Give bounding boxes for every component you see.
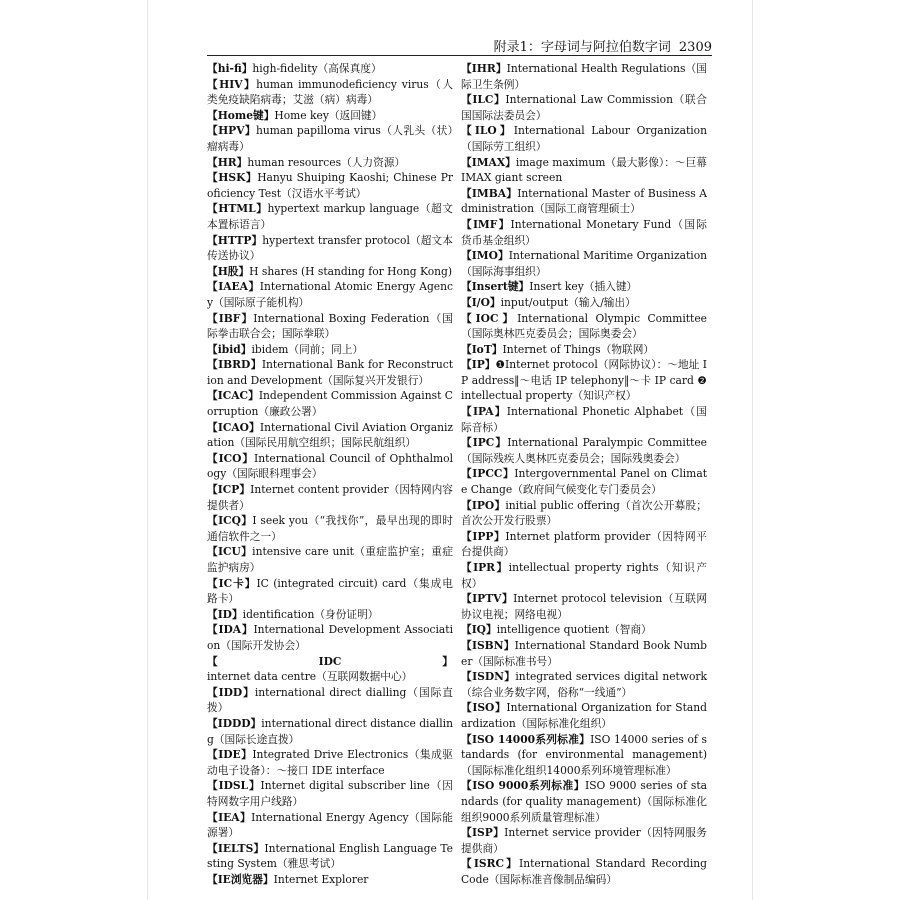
dictionary-entry [461, 92, 707, 123]
entry-headword: 【ISBN】 [461, 638, 515, 652]
entry-definition: ISO 14000 series of standards (for environmental management)（国际标准化组织14000系列环境管理标准） [461, 732, 707, 777]
entry-definition: International English Language Testing System（雅思考试） [207, 841, 453, 871]
dictionary-entry [207, 108, 453, 124]
entry-definition: input/output（输入/输出） [500, 295, 636, 309]
entry-definition: intensive care unit（重症监护室；重症监护病房） [207, 545, 454, 574]
entry-definition: International Civil Aviation Organization（国际民用航空组织；国际民航组织） [207, 420, 453, 450]
entry-definition: International Organization for Standardization（国际标准化组织） [461, 701, 708, 730]
entry-definition: International Monetary Fund（国际货币基金组织） [461, 217, 707, 247]
entry-definition: Integrated Drive Electronics（集成驱动电子设备）：～接口 IDE interface [207, 748, 453, 777]
entry-definition: International Health Regulations（国际卫生条例） [461, 62, 707, 91]
dictionary-entry [207, 123, 453, 154]
entry-definition: International Law Commission（联合国国际法委员会） [461, 93, 707, 122]
dictionary-entry [207, 872, 453, 888]
dictionary-entry [207, 622, 453, 653]
running-header [207, 36, 712, 56]
entry-headword: 【IP】 [461, 358, 496, 372]
entry-headword: 【IPR】 [461, 561, 509, 574]
entry-definition: internet data centre（互联网数据中心） [207, 670, 413, 684]
dictionary-entry [207, 747, 453, 778]
dictionary-entry [461, 466, 707, 497]
entry-headword: 【IDDD】 [207, 716, 262, 730]
entry-headword: 【IPCC】 [461, 467, 515, 481]
dictionary-entry [207, 61, 453, 77]
dictionary-entry [207, 279, 453, 310]
entry-headword: 【ICU】 [207, 545, 253, 559]
entry-definition: Internet service provider（因特网服务提供商） [461, 826, 707, 855]
entry-headword: 【ISO 14000系列标准】 [461, 732, 591, 746]
dictionary-entry [207, 77, 453, 108]
right-column [461, 61, 707, 887]
entry-headword: 【IPC】 [461, 436, 508, 450]
entry-headword: 【IAEA】 [207, 280, 260, 294]
dictionary-entry [461, 123, 707, 154]
dictionary-entry [207, 716, 453, 747]
entry-headword: 【ISO 9000系列标准】 [461, 779, 586, 793]
entry-headword: 【Home键】 [207, 108, 275, 122]
entry-definition: human resources（人力资源） [247, 155, 406, 169]
dictionary-entry [207, 420, 453, 451]
dictionary-entry [207, 357, 453, 388]
entry-definition: human papilloma virus（人乳头（状）瘤病毒） [207, 124, 453, 153]
entry-headword: 【HR】 [207, 155, 248, 169]
entry-definition: Internet platform provider（因特网平台提供商） [461, 529, 707, 559]
dictionary-entry [207, 607, 453, 623]
dictionary-entry [461, 295, 707, 311]
entry-headword: 【IoT】 [461, 342, 503, 356]
entry-definition: intelligence quotient（智商） [496, 623, 652, 637]
entry-headword: 【IDA】 [207, 623, 254, 637]
dictionary-entry [207, 155, 453, 171]
dictionary-entry [207, 264, 453, 280]
dictionary-entry [461, 591, 707, 622]
entry-headword: 【IBF】 [207, 311, 254, 325]
entry-definition: international direct distance dialling（国际长途直拨） [207, 716, 453, 746]
entry-definition: ibidem（同前；同上） [251, 342, 364, 356]
dictionary-entry [461, 342, 707, 358]
header-rule [207, 55, 712, 56]
entry-headword: 【HTTP】 [207, 233, 263, 247]
dictionary-entry [461, 186, 707, 217]
dictionary-entry [461, 61, 707, 92]
entry-definition: Insert key（插入键） [529, 280, 638, 294]
page-number: 2309 [678, 40, 712, 55]
entry-headword: 【ICAC】 [207, 389, 259, 403]
dictionary-entry [207, 311, 453, 342]
dictionary-entry [461, 700, 707, 731]
entry-definition: International Maritime Organization（国际海事组织） [461, 249, 708, 278]
dictionary-entry [461, 529, 707, 560]
entry-headword: 【IDC】 [207, 654, 453, 668]
dictionary-entry [461, 622, 707, 638]
entry-headword: 【IC卡】 [207, 576, 257, 590]
entry-headword: 【H股】 [207, 264, 250, 278]
dictionary-entry [207, 482, 453, 513]
entry-headword: 【IE浏览器】 [207, 872, 274, 886]
entry-headword: 【IDSL】 [207, 779, 261, 793]
entry-headword: 【ibid】 [207, 342, 252, 356]
dictionary-entry [461, 669, 707, 700]
entry-headword: 【IQ】 [461, 623, 497, 637]
header-title: 附录1：字母词与阿拉伯数字词 [493, 40, 671, 55]
entry-headword: 【IHR】 [461, 62, 507, 75]
entry-definition: Internet digital subscriber line（因特网数字用户线路） [207, 779, 453, 808]
dictionary-entry [461, 856, 707, 887]
entry-definition: intellectual property rights（知识产权） [461, 561, 708, 590]
dictionary-entry [461, 248, 707, 279]
entry-definition: Internet content provider（因特网内容提供者） [207, 483, 453, 512]
entry-headword: 【ICAO】 [207, 420, 260, 434]
entry-definition: hypertext markup language（超文本置标语言） [207, 202, 453, 231]
entry-definition: International Standard Book Number（国际标准书号） [461, 638, 707, 668]
dictionary-entry [461, 560, 707, 591]
entry-headword: 【HSK】 [207, 171, 258, 185]
dictionary-entry [207, 841, 453, 872]
entry-headword: 【ICQ】 [207, 514, 253, 528]
entry-headword: 【HPV】 [207, 124, 256, 138]
entry-headword: 【ISDN】 [461, 670, 516, 684]
entry-headword: 【ICO】 [207, 451, 255, 465]
entry-definition: Independent Commission Against Corruption（廉政公署） [207, 389, 453, 419]
entry-headword: 【ICP】 [207, 483, 251, 497]
entry-definition: ❶Internet protocol（网际协议）：～地址 IP address‖～电话 IP telephony‖～卡 IP card ❷intellectual property（知识产权） [461, 358, 707, 403]
entry-definition: international direct dialling（国际直拨） [207, 685, 453, 715]
entry-headword: 【IMF】 [461, 217, 511, 231]
dictionary-entry [207, 778, 453, 809]
dictionary-entry [461, 357, 707, 404]
entry-headword: 【IPTV】 [461, 592, 514, 606]
entry-headword: 【ISP】 [461, 826, 505, 840]
entry-definition: Internet protocol television（互联网协议电视；网络电视） [461, 592, 708, 621]
entry-headword: 【ILO】 [461, 124, 514, 138]
entry-definition: I seek you（“我找你”，最早出现的即时通信软件之一） [207, 514, 453, 543]
dictionary-entry [461, 155, 707, 186]
entry-definition: image maximum（最大影像）：～巨幕 IMAX giant screen [461, 155, 707, 185]
entry-definition: human immunodeficiency virus（人类免疫缺陷病毒；艾滋（病）病毒） [207, 77, 454, 107]
entry-headword: 【IPA】 [461, 405, 507, 419]
dictionary-entry [207, 388, 453, 419]
entry-headword: 【HTML】 [207, 202, 268, 216]
dictionary-entry [207, 342, 453, 358]
dictionary-entry [207, 201, 453, 232]
dictionary-entry [207, 576, 453, 607]
entry-headword: 【IDE】 [207, 748, 253, 762]
entry-definition: ISO 9000 series of standards (for quality management)（国际标准化组织9000系列质量管理标准） [461, 779, 707, 824]
dictionary-entry [207, 810, 453, 841]
entry-headword: 【ISRC】 [461, 857, 520, 871]
entry-definition: International Energy Agency（国际能源署） [207, 810, 453, 840]
entry-definition: International Standard Recording Code（国际标准音像制品编码） [461, 857, 707, 886]
entry-definition: International Paralympic Committee（国际残疾人奥林匹克委员会；国际残奥委会） [461, 436, 708, 465]
dictionary-entry [207, 513, 453, 544]
dictionary-entry [461, 435, 707, 466]
dictionary-entry [207, 654, 453, 685]
entry-headword: 【hi-fi】 [207, 62, 253, 75]
entry-definition: Internet of Things（物联网） [502, 342, 655, 356]
dictionary-entry [461, 404, 707, 435]
entry-definition: IC (integrated circuit) card（集成电路卡） [207, 576, 453, 606]
dictionary-entry [207, 233, 453, 264]
left-column [207, 61, 453, 887]
entry-definition: International Atomic Energy Agency（国际原子能机构） [207, 280, 454, 309]
entry-headword: 【HIV】 [207, 77, 257, 91]
dictionary-entry [461, 498, 707, 529]
entry-definition: International Olympic Committee（国际奥林匹克委员会；国际奥委会） [461, 311, 707, 341]
dictionary-entry [207, 451, 453, 482]
entry-definition: Hanyu Shuiping Kaoshi; Chinese Proficiency Test（汉语水平考试） [207, 171, 453, 200]
entry-definition: high-fidelity（高保真度） [252, 62, 382, 75]
entry-definition: International Labour Organization（国际劳工组织） [461, 124, 707, 153]
entry-definition: International Bank for Reconstruction and Development（国际复兴开发银行） [207, 358, 453, 387]
entry-definition: initial public offering（首次公开募股；首次公开发行股票） [461, 498, 707, 528]
entry-definition: International Development Association（国际开发协会） [207, 623, 454, 652]
entry-definition: International Master of Business Administration（国际工商管理硕士） [461, 186, 708, 216]
entry-definition: Internet Explorer [273, 872, 369, 886]
dictionary-entry [461, 638, 707, 669]
dictionary-entry [461, 825, 707, 856]
dictionary-entry [461, 732, 707, 779]
entry-headword: 【IPO】 [461, 498, 506, 512]
dictionary-entry [461, 311, 707, 342]
dictionary-entry [461, 279, 707, 295]
entry-definition: International Boxing Federation（国际拳击联合会；国际拳联） [207, 311, 453, 341]
entry-headword: 【ILC】 [461, 93, 506, 107]
entry-definition: H shares (H standing for Hong Kong) [249, 264, 453, 278]
entry-headword: 【Insert键】 [461, 280, 530, 294]
entry-definition: integrated services digital network（综合业务数字网，俗称“一线通”） [461, 670, 707, 699]
dictionary-entry [461, 217, 707, 248]
entry-headword: 【IMO】 [461, 249, 509, 263]
entry-headword: 【ID】 [207, 607, 243, 621]
entry-headword: 【IDD】 [207, 685, 255, 699]
dictionary-entry [207, 685, 453, 716]
entry-definition: hypertext transfer protocol（超文本传送协议） [207, 233, 453, 263]
dictionary-entry [461, 778, 707, 825]
entry-headword: 【IBRD】 [207, 358, 262, 372]
dictionary-entry [207, 544, 453, 575]
entry-definition: Intergovernmental Panel on Climate Change（政府间气候变化专门委员会） [461, 467, 707, 497]
entry-headword: 【IMAX】 [461, 155, 516, 169]
entry-headword: 【IOC】 [461, 311, 518, 325]
entry-headword: 【ISO】 [461, 701, 507, 715]
entry-definition: Home key（返回键） [274, 108, 383, 122]
entry-definition: identification（身份证明） [242, 607, 379, 621]
entry-headword: 【IELTS】 [207, 841, 265, 855]
entry-headword: 【I/O】 [461, 295, 501, 309]
entry-headword: 【IMBA】 [461, 186, 518, 200]
entry-headword: 【IEA】 [207, 810, 252, 824]
entry-headword: 【IPP】 [461, 529, 506, 543]
dictionary-entry [207, 170, 453, 201]
entry-definition: International Council of Ophthalmology（国际眼科理事会） [207, 451, 453, 481]
entry-definition: International Phonetic Alphabet（国际音标） [461, 405, 707, 434]
